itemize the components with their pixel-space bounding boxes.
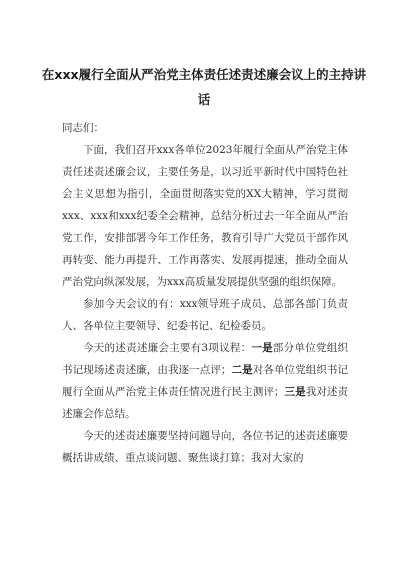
document-body	[62, 117, 348, 469]
agenda-second-item: 对各单位党组织书记履行全面从严治党主体责任情况进行民主测评；	[62, 364, 349, 398]
salutation: 同志们：	[62, 122, 104, 134]
paragraph-requirements: 今天的述责述廉要坚持问题导向，各位书记的述责述廉要概括讲成绩、重点谈问题、聚焦谈打算；我对大家的	[62, 430, 348, 464]
agenda-third-marker: 三是	[284, 386, 306, 398]
agenda-first-marker: 一是	[251, 342, 273, 354]
agenda-first-item: 部分单位党组织书记现场述责述廉，由我逐一点评；	[62, 342, 348, 376]
agenda-third-item: 我对述责述廉会作总结。	[62, 386, 349, 420]
document-title: 在xxx履行全面从严治党主体责任述责述廉会议上的主持讲话	[41, 67, 367, 107]
paragraph-agenda	[62, 337, 348, 425]
agenda-second-marker: 二是	[231, 364, 253, 376]
agenda-intro: 今天的述责述廉会主要有3项议程：	[83, 342, 252, 354]
paragraph-opening: 下面，我们召开xxx各单位2023年履行全面从严治党主体责任述责述廉会议，主要任务是，以习近平新时代中国特色社会主义思想为指引，全面贯彻落实党的XX大精神，学习贯彻xxx、xxx和xxx纪委全会精神，总结分析过去一年全面从严治党工作，安排部署今年工作任务，教育引导广大党员干部作风再转变、能力再提升、工作再落实、发展再提速，推动全面从严治党向纵深发展，为xxx高质量发展提供坚强的组织保障。	[62, 144, 348, 288]
paragraph-attendees: 参加今天会议的有：xxx领导班子成员、总部各部门负责人、各单位主要领导、纪委书记、纪检委员。	[62, 298, 348, 332]
